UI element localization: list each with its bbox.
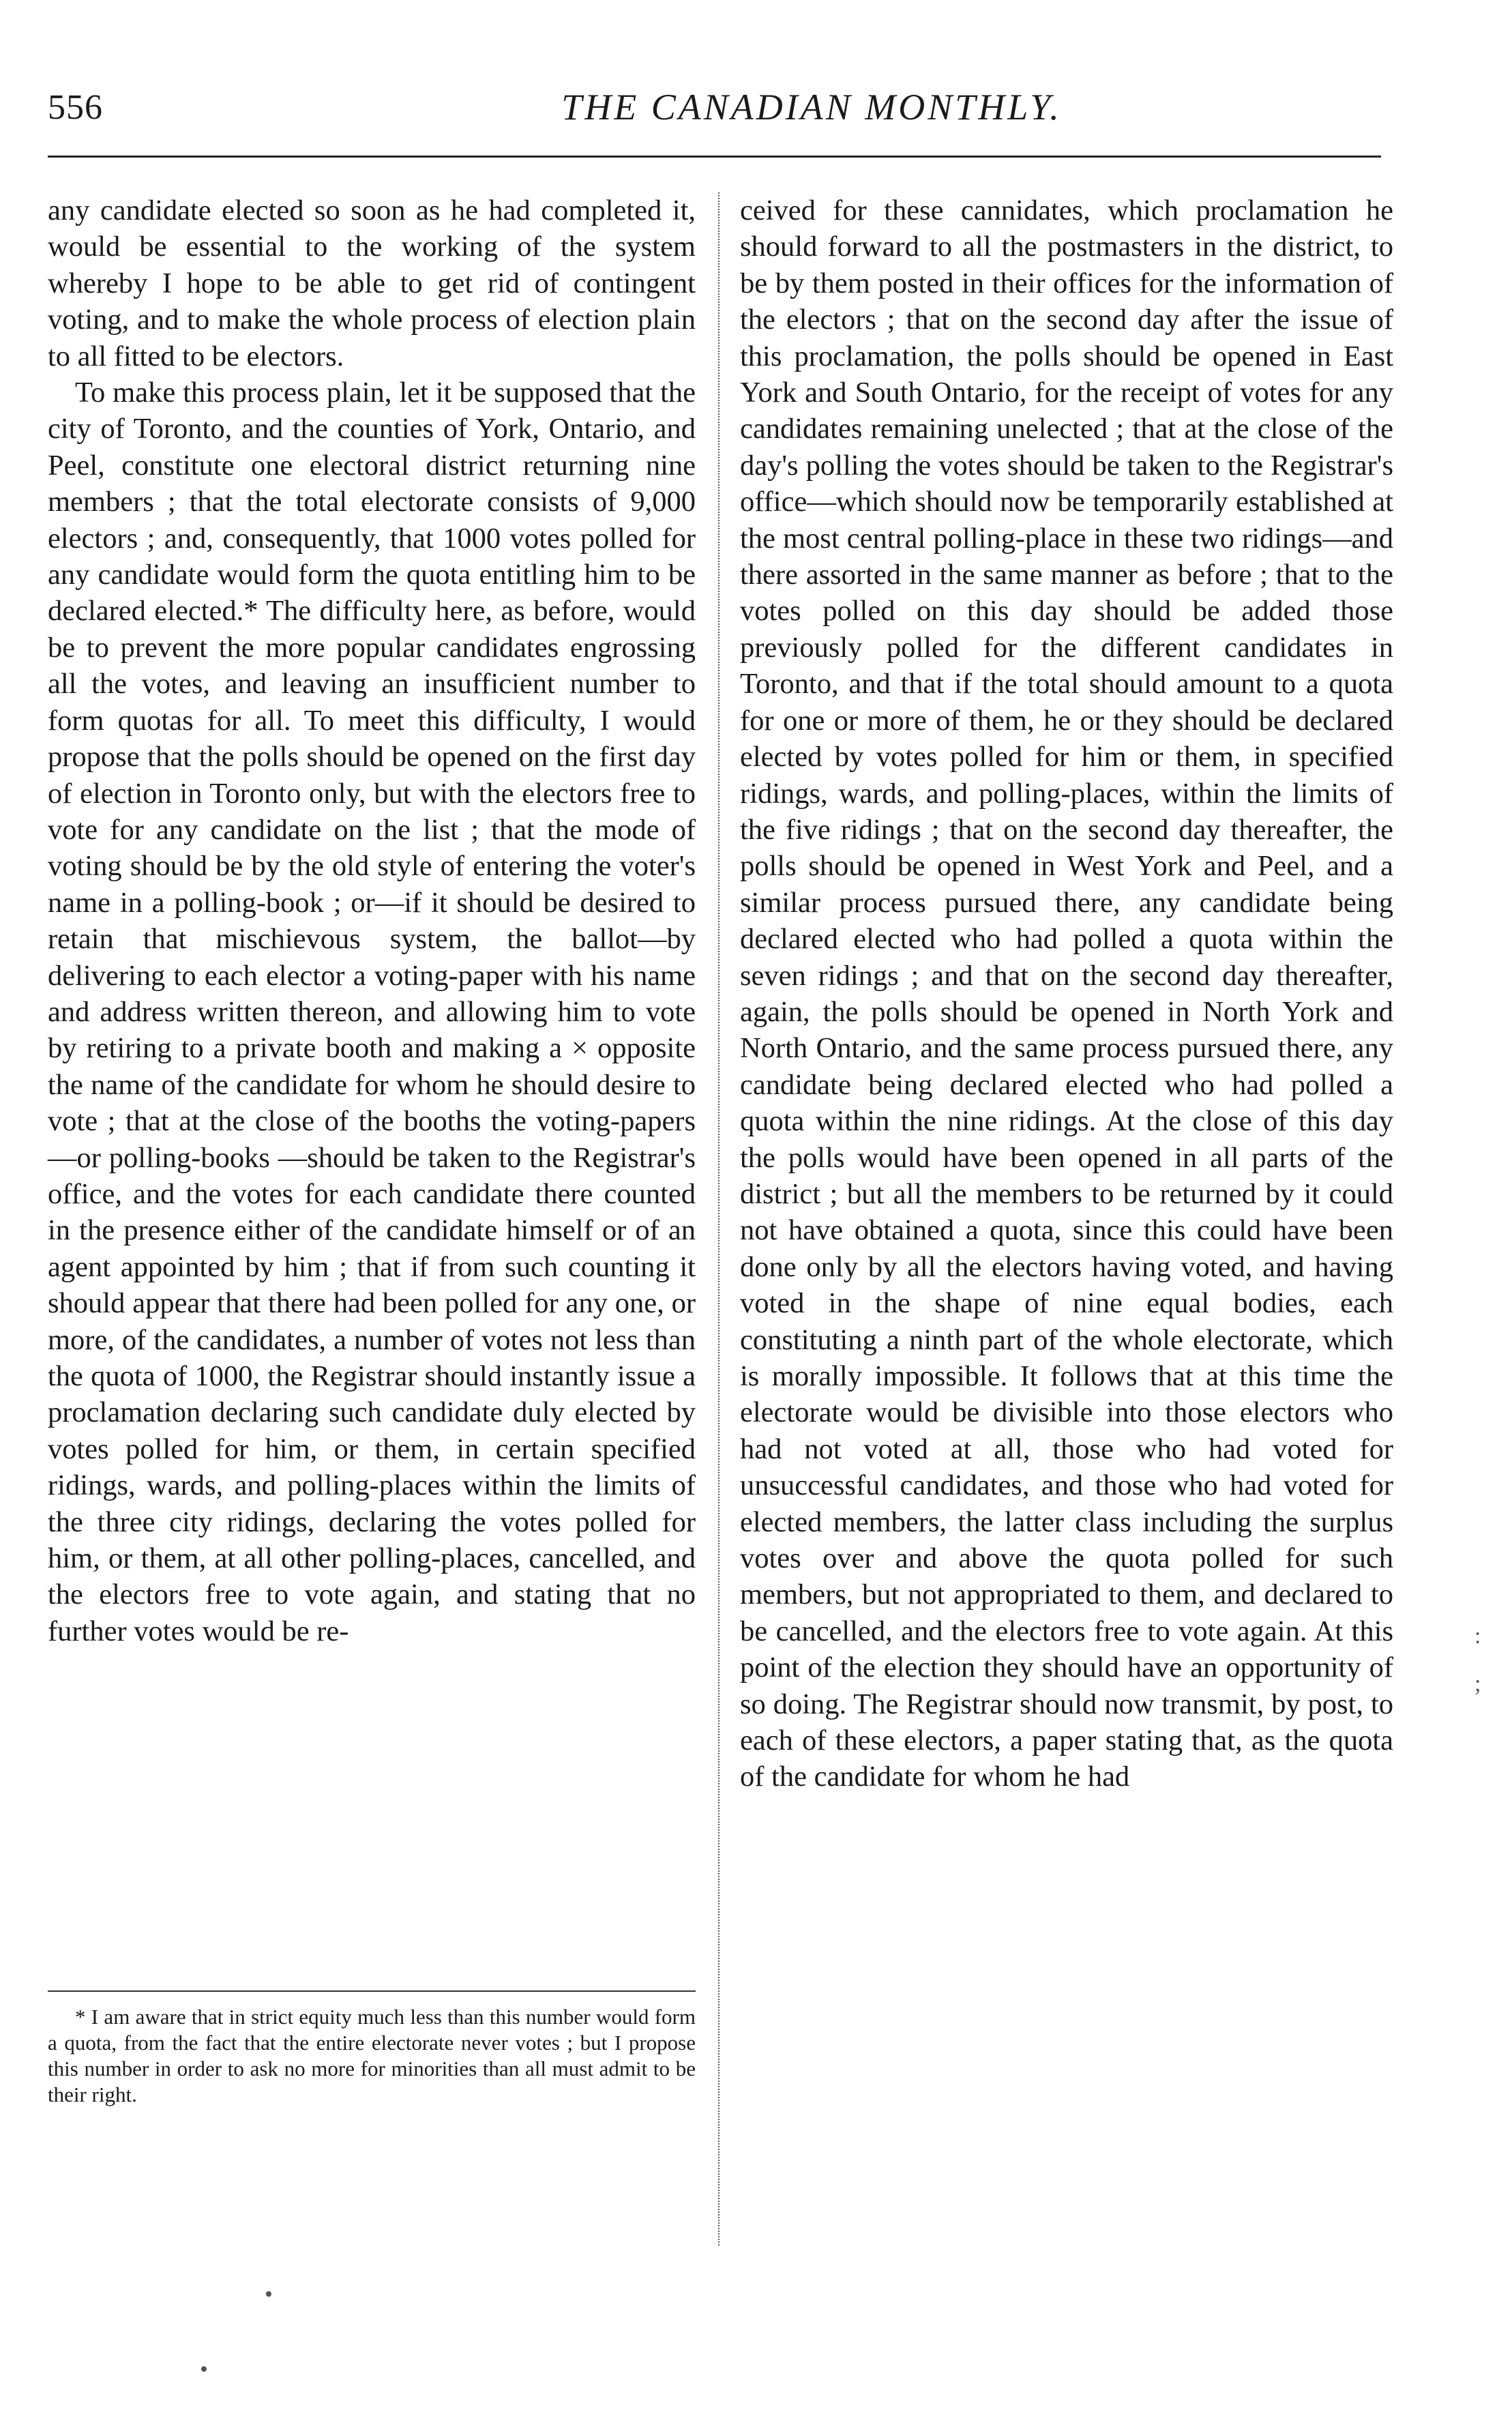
footnote-rule (48, 1990, 696, 1992)
left-paragraph-2: To make this process plain, let it be supposed that the city of Toronto, and the counties of York, Ontario, and Peel, constitute one electoral district returning nine members ; that the total electorate consists of 9,000 electors ; and, consequently, that 1000 votes polled for any candidate would form the quota entitling him to be declared elected.* The difficulty here, as before, would be to prevent the more popular candidates engrossing all the votes, and leaving an insufficient number to form quotas for all. To meet this difficulty, I would propose that the polls should be opened on the first day of election in Toronto only, but with the electors free to vote for any candidate on the list ; that the mode of voting should be by the old style of entering the voter's name in a polling-book ; or—if it should be desired to retain that mischievous system, the ballot—by delivering to each elector a voting-paper with his name and address written thereon, and allowing him to vote by retiring to a private booth and making a × opposite the name of the candidate for whom he should desire to vote ; that at the close of the booths the voting-papers—or polling-books —should be taken to the Registrar's office, and the votes for each candidate there counted in the presence either of the candidate himself or of an agent appointed by him ; that if from such counting it should appear that there had been polled for any one, or more, of the candidates, a number of votes not less than the quota of 1000, the Registrar should instantly issue a proclamation declaring such candidate duly elected by votes polled for him, or them, in certain specified ridings, wards, and polling-places within the limits of the three city ridings, declaring the votes polled for him, or them, at all other polling-places, cancelled, and the electors free to vote again, and stating that no further votes would be re- (48, 377, 696, 1647)
right-column (740, 192, 1393, 1795)
column-divider (718, 192, 720, 2246)
left-paragraph-1: any candidate elected so soon as he had completed it, would be essential to the working of the system whereby I hope to be able to get rid of contingent voting, and to make the whole process of election plain to all fitted to be electors. (48, 194, 696, 372)
page-number: 556 (48, 88, 103, 127)
margin-mark: : (1474, 1623, 1481, 1649)
stray-mark: • (265, 2282, 273, 2307)
left-column (48, 192, 696, 1649)
footnote (48, 2004, 696, 2108)
stray-mark: • (200, 2357, 208, 2382)
running-head (0, 82, 1512, 136)
journal-title: THE CANADIAN MONTHLY. (561, 87, 1062, 128)
header-rule (48, 156, 1381, 158)
margin-mark: ; (1474, 1671, 1481, 1696)
right-paragraph-1: ceived for these cannidates, which proclamation he should forward to all the postmasters in the district, to be by them posted in their offices for the information of the electors ; that on the second day after the issue of this proclamation, the polls should be opened in East York and South Ontario, for the receipt of votes for any candidates remaining unelected ; that at the close of the day's polling the votes should be taken to the Registrar's office—which should now be temporarily established at the most central polling-place in these two ridings—and there assorted in the same manner as before ; that to the votes polled on this day should be added those previously polled for the different candidates in Toronto, and that if the total should amount to a quota for one or more of them, he or they should be declared elected by votes polled for him or them, in specified ridings, wards, and polling-places, within the limits of the five ridings ; that on the second day thereafter, the polls should be opened in West York and Peel, and a similar process pursued there, any candidate being declared elected who had polled a quota within the seven ridings ; and that on the second day thereafter, again, the polls should be opened in North York and North Ontario, and the same process pursued there, any candidate being declared elected who had polled a quota within the nine ridings. At the close of this day the polls would have been opened in all parts of the district ; but all the members to be returned by it could not have obtained a quota, since this could have been done only by all the electors having voted, and having voted in the shape of nine equal bodies, each constituting a ninth part of the whole electorate, which is morally impossible. It follows that at this time the electorate would be divisible into those electors who had not voted at all, those who had voted for unsuccessful candidates, and those who had voted for elected members, the latter class including the surplus votes over and above the quota polled for such members, but not appropriated to them, and declared to be cancelled, and the electors free to vote again. At this point of the election they should have an opportunity of so doing. The Registrar should now transmit, by post, to each of these electors, a paper stating that, as the quota of the candidate for whom he had (740, 194, 1393, 1793)
footnote-text: * I am aware that in strict equity much less than this number would form a quota, from the fact that the entire electorate never votes ; but I propose this number in order to ask no more for minorities than all must admit to be their right. (48, 2005, 696, 2106)
